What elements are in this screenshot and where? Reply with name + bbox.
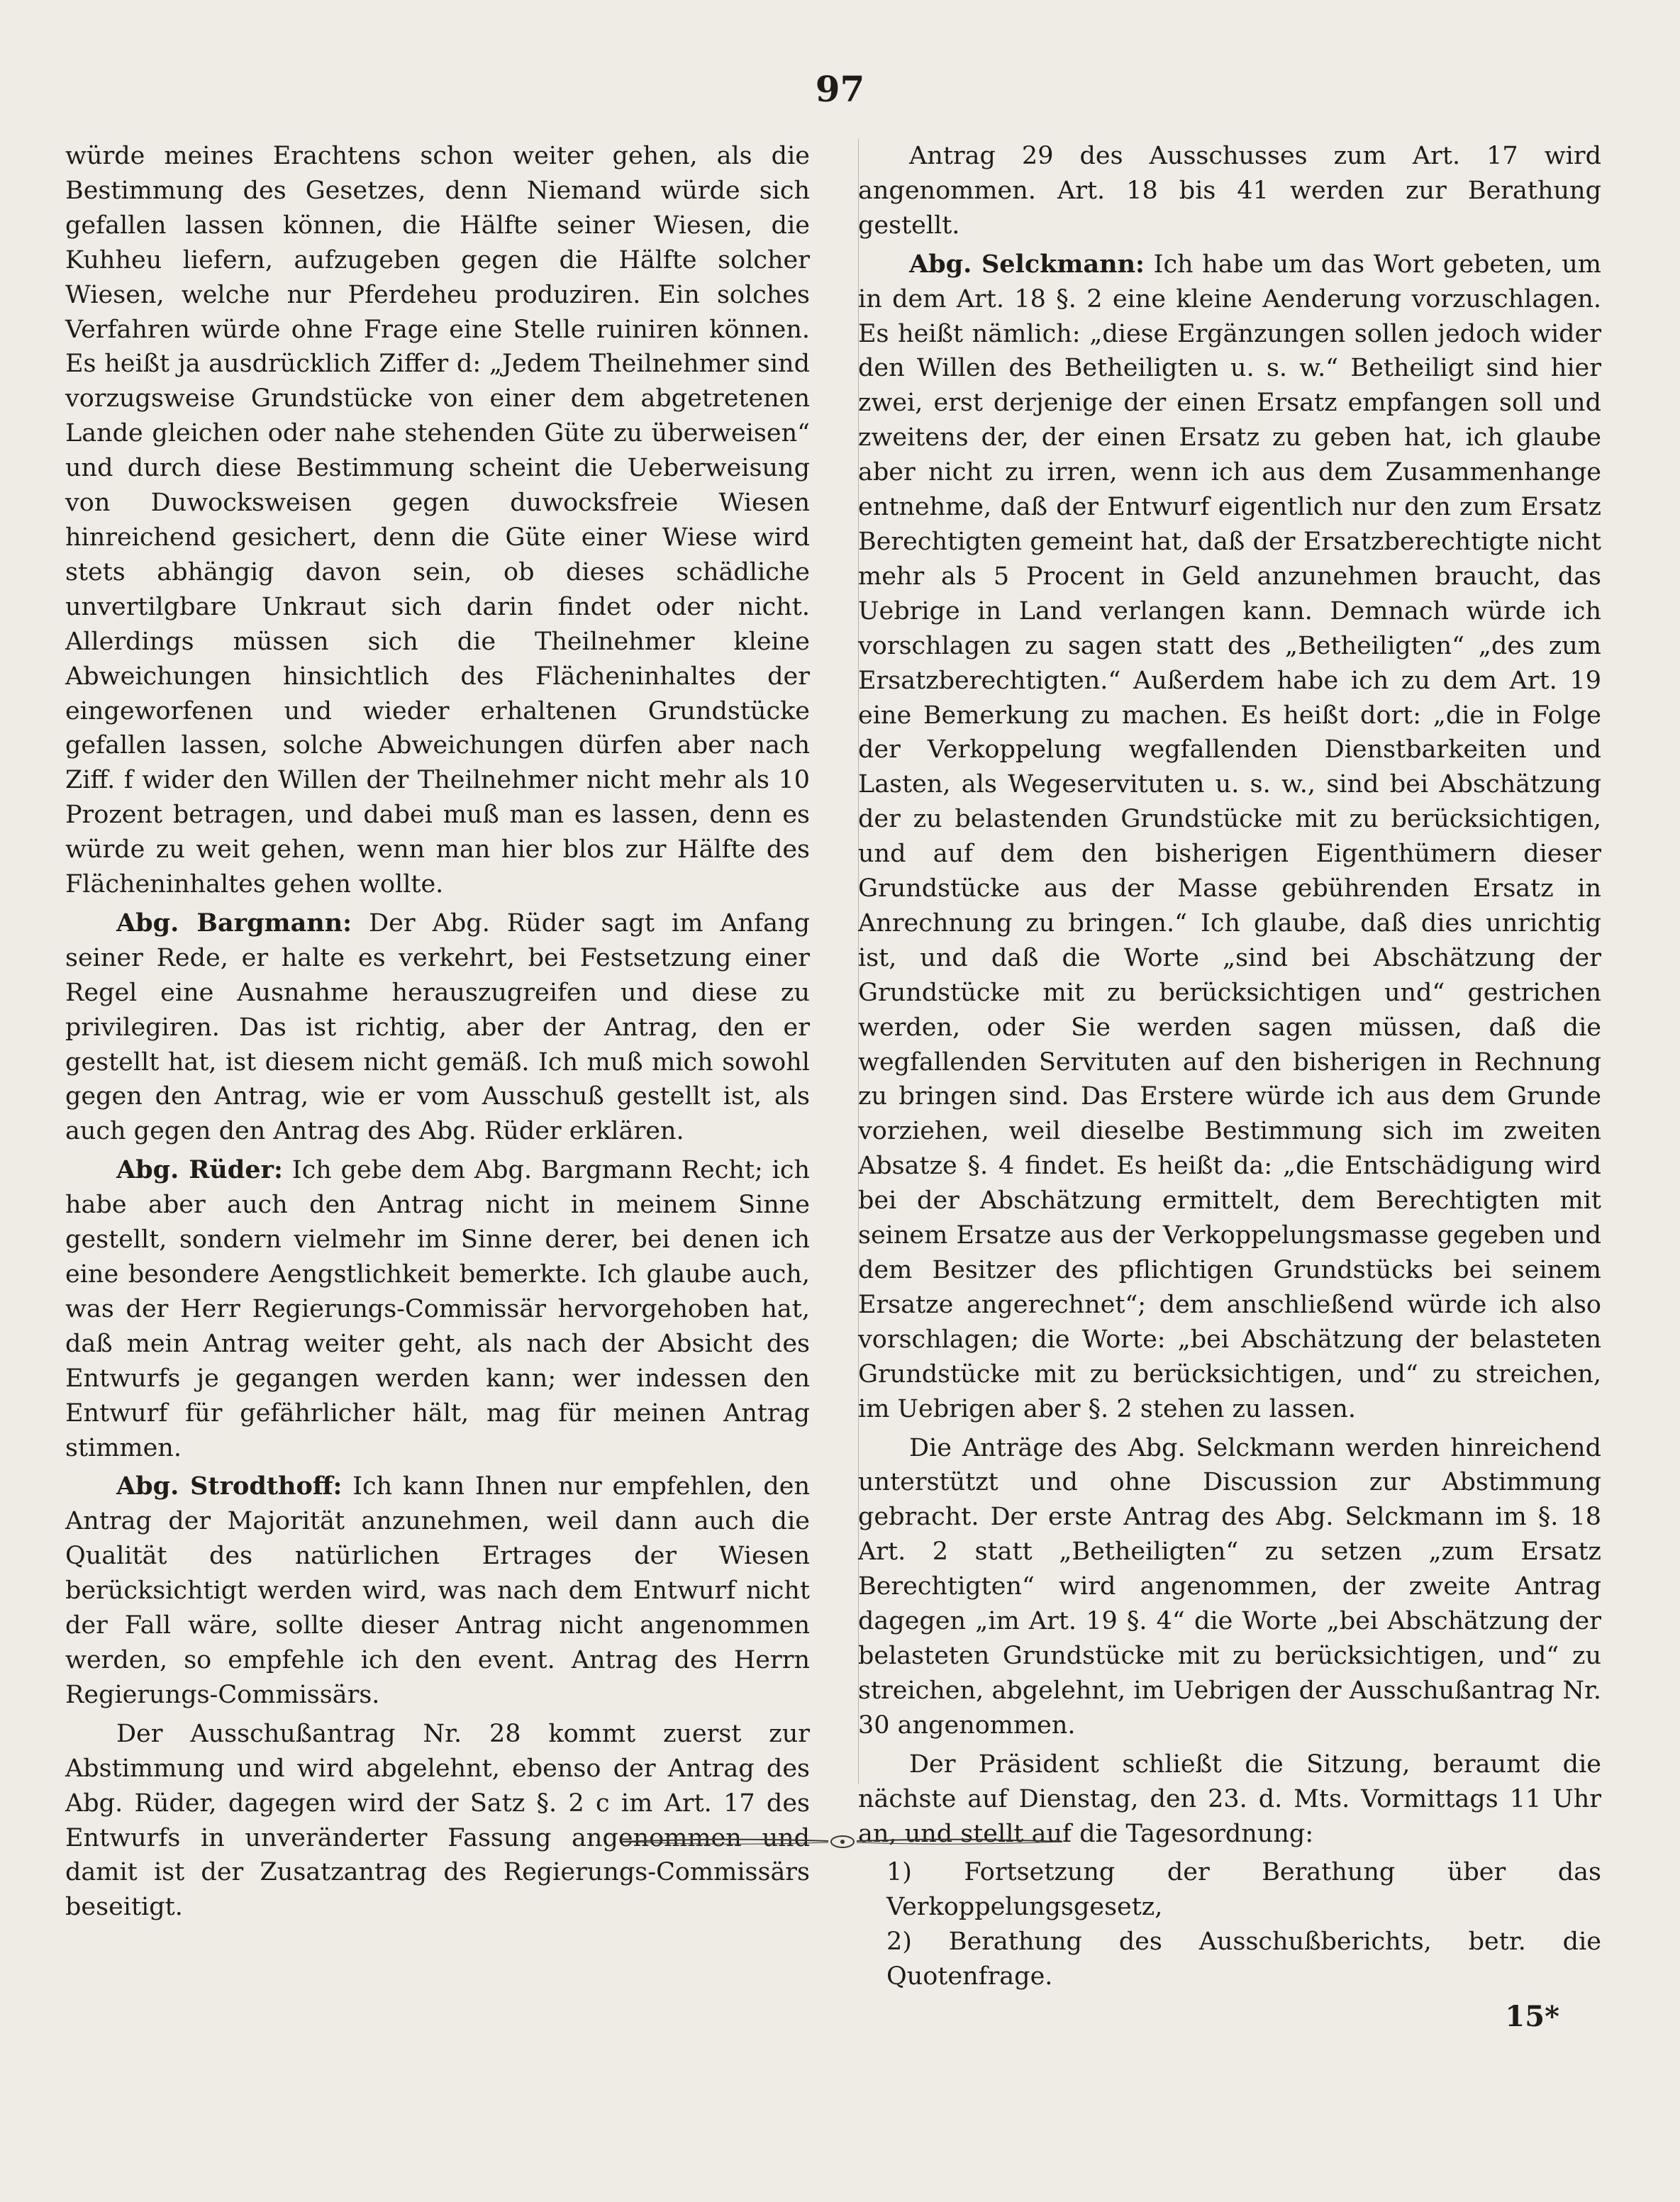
agenda-list xyxy=(858,1855,1601,1994)
speaker-name: Abg. Bargmann: xyxy=(116,908,352,938)
speech-text: Ich kann Ihnen nur empfehlen, den Antrag der Majorität anzunehmen, weil dann auch die Qualität des natürlichen Ertrages der Wiesen berücksichtigt werden wird, was nach dem Entwurf nicht der Fall wäre, sollte dieser Antrag nicht angenommen werden, so empfehle ich den event. Antrag des Herrn Regierungs-Commissärs. xyxy=(65,1472,810,1709)
speaker-name: Abg. Strodthoff: xyxy=(116,1472,343,1501)
ornament-divider xyxy=(616,1831,1069,1852)
agenda-item: 2) Berathung des Ausschußberichts, betr. die Quotenfrage. xyxy=(886,1928,1601,1991)
paragraph: Antrag 29 des Ausschusses zum Art. 17 wird angenommen. Art. 18 bis 41 werden zur Berathung gestellt. xyxy=(858,142,1601,240)
speech-text: Ich gebe dem Abg. Bargmann Recht; ich habe aber auch den Antrag nicht in meinem Sinne gestellt, sondern vielmehr im Sinne derer, bei denen ich eine besondere Aengstlichkeit bemerkte. Ich glaube auch, was der Herr Regierungs-Commissär hervorgehoben hat, daß mein Antrag weiter geht, als nach der Absicht des Entwurfs je gegangen werden kann; wer indessen den Entwurf für gefährlicher hält, mag für meinen Antrag stimmen. xyxy=(65,1156,810,1462)
paragraph: Die Anträge des Abg. Selckmann werden hinreichend unterstützt und ohne Discussion zur Abstimmung gebracht. Der erste Antrag des Abg. Selckmann im §. 18 Art. 2 statt „Betheiligten“ zu setzen „zum Ersatz Berechtigten“ wird angenommen, der zweite Antrag dagegen „im Art. 19 §. 4“ die Worte „bei Abschätzung der belasteten Grundstücke mit zu berücksichtigen, und“ zu streichen, abgelehnt, im Uebrigen der Ausschußantrag Nr. 30 angenommen. xyxy=(858,1433,1601,1740)
paragraph: Der Präsident schließt die Sitzung, beraumt die nächste auf Dienstag, den 23. d. Mts. Vormittags 11 Uhr an, und stellt auf die Tagesordnung: xyxy=(858,1750,1601,1848)
speech-text: Der Abg. Rüder sagt im Anfang seiner Rede, er halte es verkehrt, bei Festsetzung einer Regel eine Ausnahme herauszugreifen und diese zu privilegiren. Das ist richtig, aber der Antrag, den er gestellt hat, ist diesem nicht gemäß. Ich muß mich sowohl gegen den Antrag, wie er vom Ausschuß gestellt ist, als auch gegen den Antrag des Abg. Rüder erklären. xyxy=(65,908,810,1146)
left-column xyxy=(65,139,810,1929)
speaker-name: Abg. Rüder: xyxy=(116,1155,283,1185)
paragraph xyxy=(65,1153,810,1465)
speech-text: Ich habe um das Wort gebeten, um in dem Art. 18 §. 2 eine kleine Aenderung vorzuschlagen. Es heißt nämlich: „diese Ergänzungen sollen jedoch wider den Willen des Betheiligten u. s. w.“ Betheiligt sind hier zwei, erst derjenige der einen Ersatz empfangen soll und zweitens der, der einen Ersatz zu geben hat, ich glaube aber nicht zu irren, wenn ich aus dem Zusammenhange entnehme, daß der Entwurf eigentlich nur den zum Ersatz Berechtigten gemeint hat, daß der Ersatzberechtigte nicht mehr als 5 Procent in Geld anzunehmen braucht, das Uebrige in Land verlangen kann. Demnach würde ich vorschlagen zu sagen statt des „Betheiligten“ „des zum Ersatzberechtigten.“ Außerdem habe ich zu dem Art. 19 eine Bemerkung zu machen. Es heißt dort: „die in Folge der Verkoppelung wegfallenden Dienstbarkeiten und Lasten, als Wegeservituten u. s. w., sind bei Abschätzung der zu belastenden Grundstücke mit zu berücksichtigen, und auf dem den bisherigen Eigenthümern dieser Grundstücke aus der Masse gebührenden Ersatz in Anrechnung zu bringen.“ Ich glaube, daß dies unrichtig ist, und daß die Worte „sind bei Abschätzung der Grundstücke mit zu berücksichtigen und“ gestrichen werden, oder Sie werden sagen müssen, daß die wegfallenden Servituten auf den bisherigen in Rechnung zu bringen sind. Das Erstere würde ich aus dem Grunde vorziehen, weil dieselbe Bestimmung sich im zweiten Absatze §. 4 findet. Es heißt da: „die Entschädigung wird bei der Abschätzung ermittelt, dem Berechtigten mit seinem Ersatze aus der Verkoppelungsmasse gegeben und dem Besitzer des pflichtigen Grundstücks bei seinem Ersatze angerechnet“; dem anschließend würde ich also vorschlagen; die Worte: „bei Abschätzung der belasteten Grundstücke mit zu berücksichtigen, und“ zu streichen, im Uebrigen aber §. 2 stehen zu lassen. xyxy=(858,250,1601,1423)
paragraph xyxy=(65,906,810,1149)
signature-mark: 15* xyxy=(1505,2000,1559,2033)
agenda-item: 1) Fortsetzung der Berathung über das Verkoppelungsgesetz, xyxy=(886,1858,1601,1922)
right-column xyxy=(858,139,1601,1994)
page-number: 97 xyxy=(815,68,865,110)
paragraph xyxy=(858,248,1601,1427)
speaker-name: Abg. Selckmann: xyxy=(909,249,1145,279)
paragraph xyxy=(65,1469,810,1712)
paragraph: würde meines Erachtens schon weiter gehen, als die Bestimmung des Gesetzes, denn Niemand würde sich gefallen lassen können, die Hälfte seiner Wiesen, die Kuhheu liefern, aufzugeben gegen die Hälfte solcher Wiesen, welche nur Pferdeheu produziren. Ein solches Verfahren würde ohne Frage eine Stelle ruiniren können. Es heißt ja ausdrücklich Ziffer d: „Jedem Theilnehmer sind vorzugsweise Grundstücke von einer dem abgetretenen Lande gleichen oder nahe stehenden Güte zu überweisen“ und durch diese Bestimmung scheint die Ueberweisung von Duwocksweisen gegen duwocksfreie Wiesen hinreichend gesichert, denn die Güte einer Wiese wird stets abhängig davon sein, ob dieses schädliche unvertilgbare Unkraut sich darin findet oder nicht. Allerdings müssen sich die Theilnehmer kleine Abweichungen hinsichtlich des Flächeninhaltes der eingeworfenen und wieder erhaltenen Grundstücke gefallen lassen, solche Abweichungen dürfen aber nach Ziff. f wider den Willen der Theilnehmer nicht mehr als 10 Prozent betragen, und dabei muß man es lassen, denn es würde zu weit gehen, wenn man hier blos zur Hälfte des Flächeninhaltes gehen wollte. xyxy=(65,142,810,899)
paragraph: Der Ausschußantrag Nr. 28 kommt zuerst zur Abstimmung und wird abgelehnt, ebenso der Antrag des Abg. Rüder, dagegen wird der Satz §. 2 c im Art. 17 des Entwurfs in unveränderter Fassung angenommen und damit ist der Zusatzantrag des Regierungs-Commissärs beseitigt. xyxy=(65,1719,810,1922)
